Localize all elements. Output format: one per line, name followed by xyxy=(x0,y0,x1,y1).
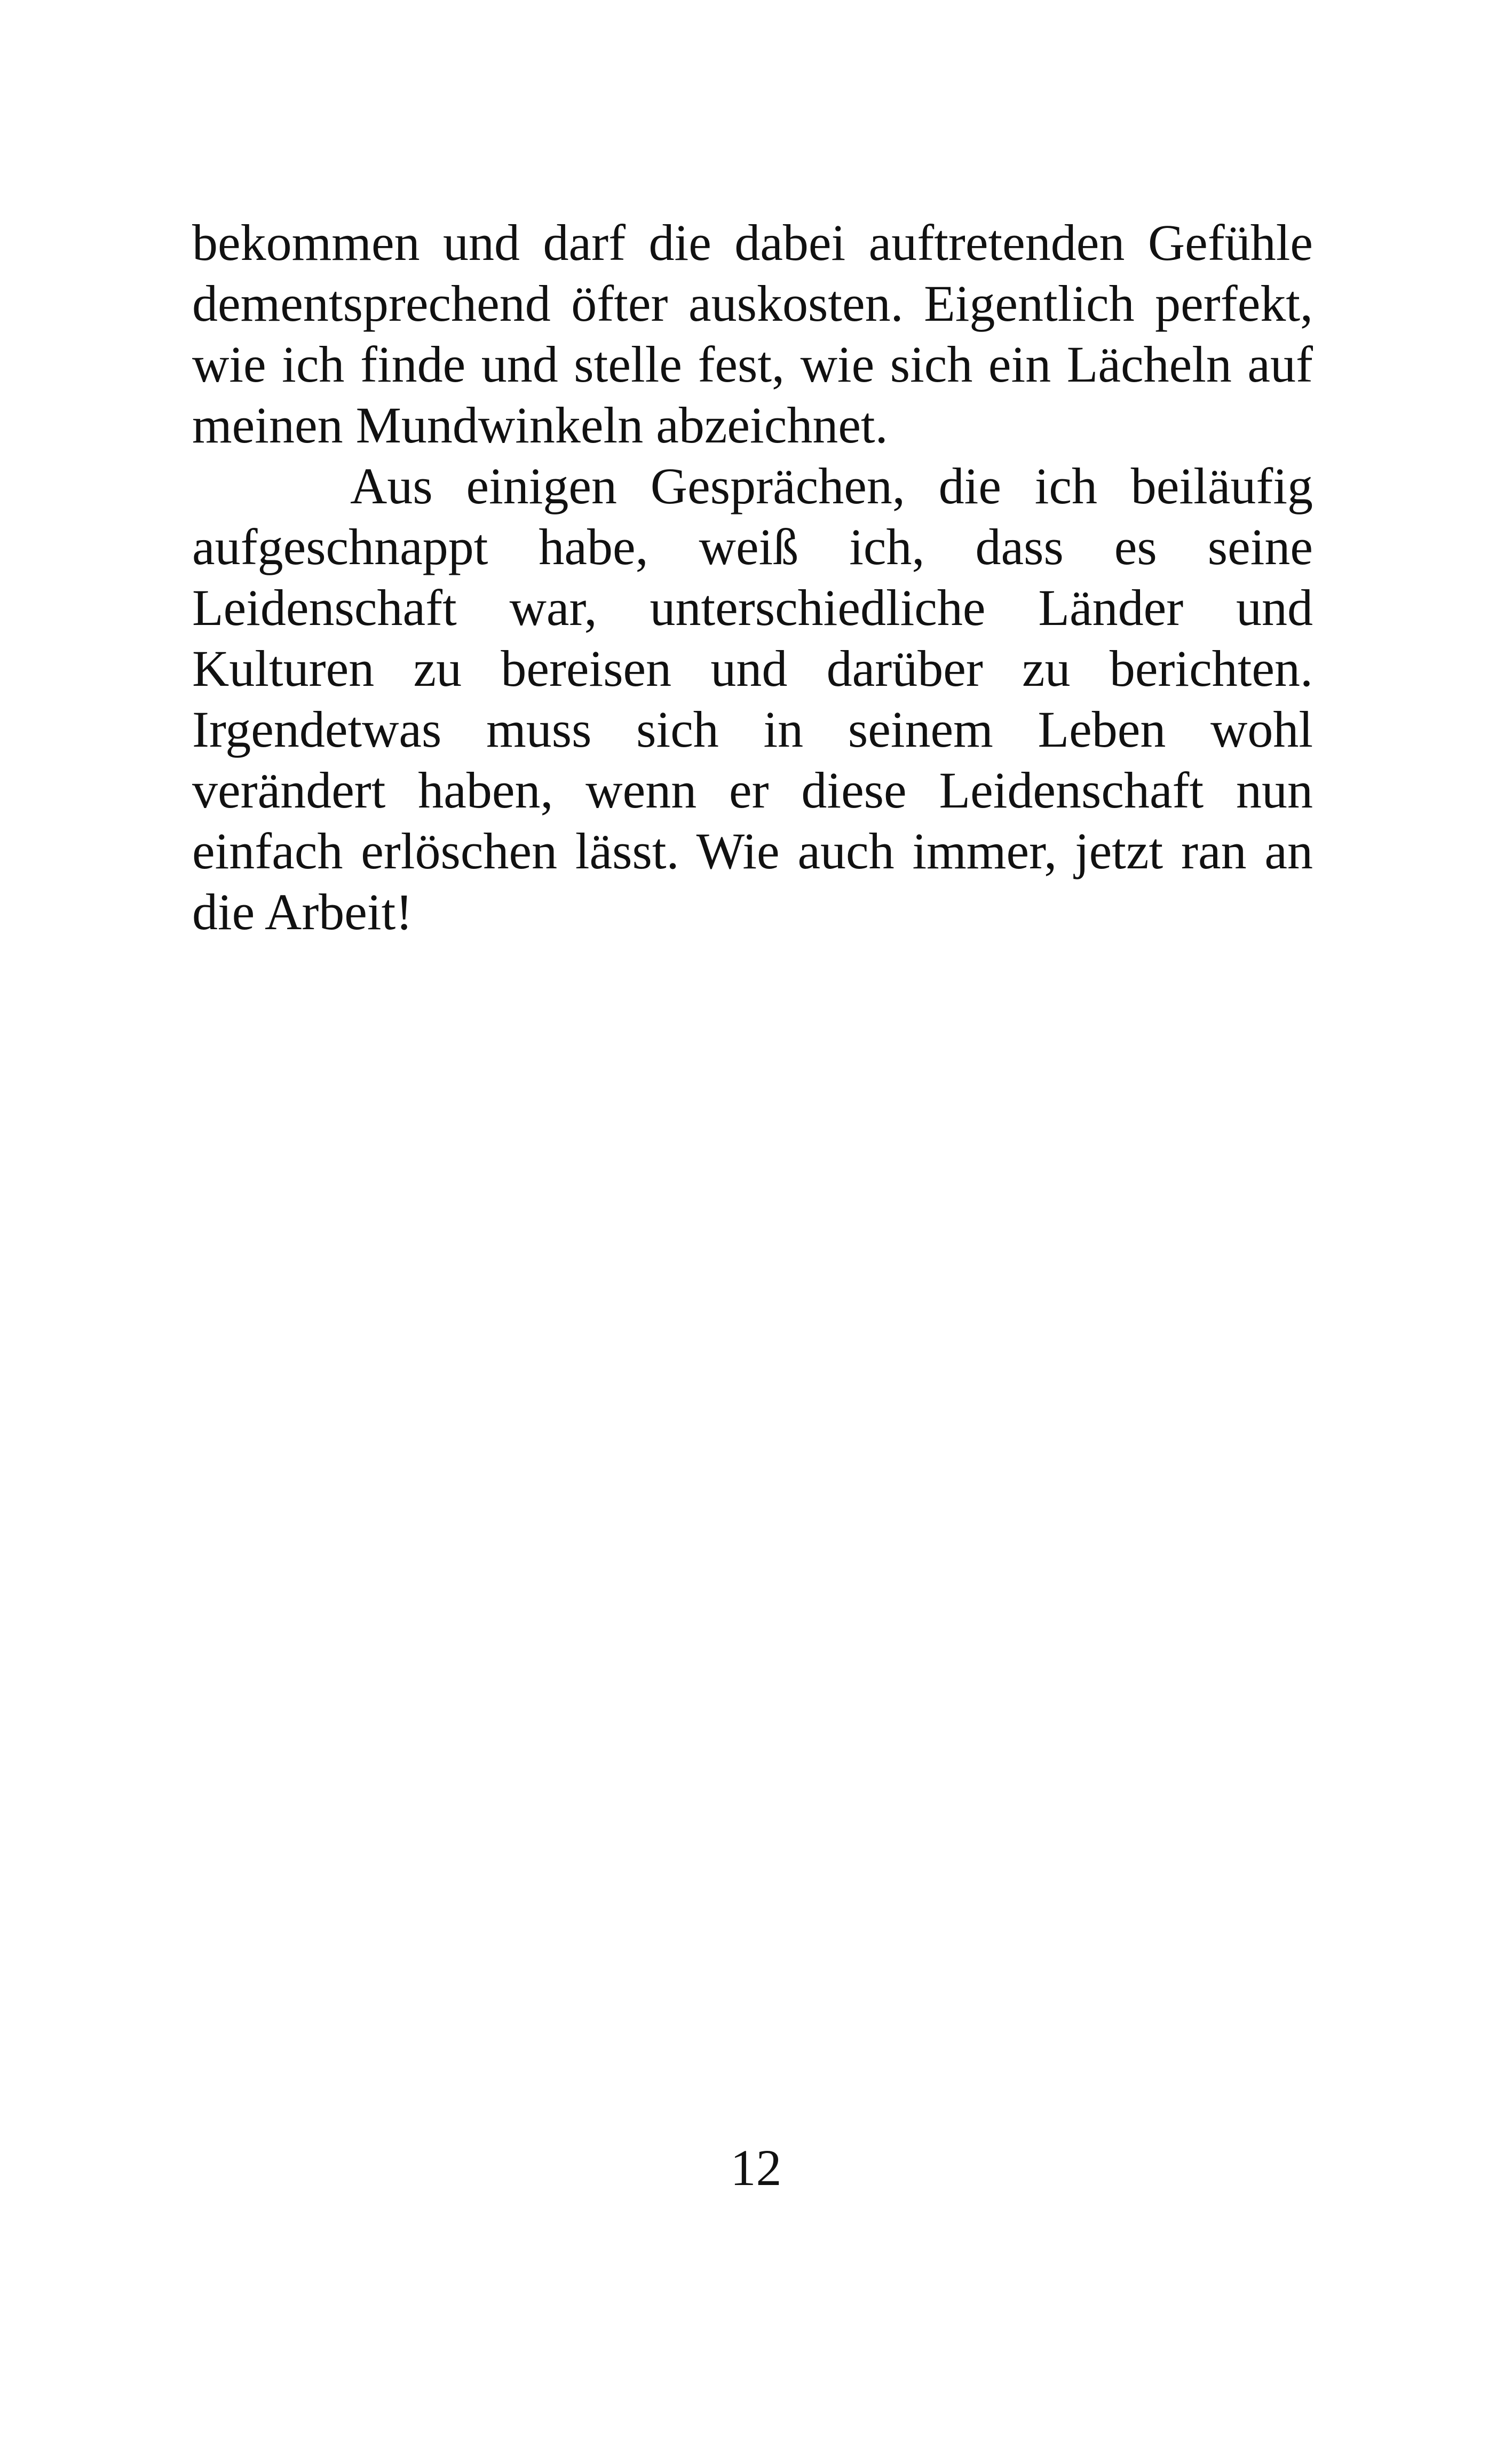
text-line: wie ich finde und stelle fest, wie sich ein Lächeln auf xyxy=(192,336,1313,393)
text-line: Kulturen zu bereisen und darüber zu berichten. xyxy=(192,640,1313,697)
paragraph-2 xyxy=(192,456,1313,943)
text-line: Aus einigen Gesprächen, die ich beiläufig xyxy=(350,457,1313,514)
text-line: Irgendetwas muss sich in seinem Leben wohl xyxy=(192,701,1313,758)
text-line: dementsprechend öfter auskosten. Eigentlich perfekt, xyxy=(192,275,1313,332)
text-line: verändert haben, wenn er diese Leidenschaft nun xyxy=(192,762,1313,819)
text-line: bekommen und darf die dabei auftretenden Gefühle xyxy=(192,214,1313,271)
text-line: Leidenschaft war, unterschiedliche Länder und xyxy=(192,579,1313,636)
paragraph-1 xyxy=(192,212,1313,456)
text-line: meinen Mundwinkeln abzeichnet. xyxy=(192,397,888,454)
text-line: einfach erlöschen lässt. Wie auch immer, jetzt ran an xyxy=(192,822,1313,880)
body-text xyxy=(192,212,1313,943)
text-line: die Arbeit! xyxy=(192,883,413,940)
page-number: 12 xyxy=(730,2139,782,2196)
text-line: aufgeschnappt habe, weiß ich, dass es seine xyxy=(192,518,1313,575)
